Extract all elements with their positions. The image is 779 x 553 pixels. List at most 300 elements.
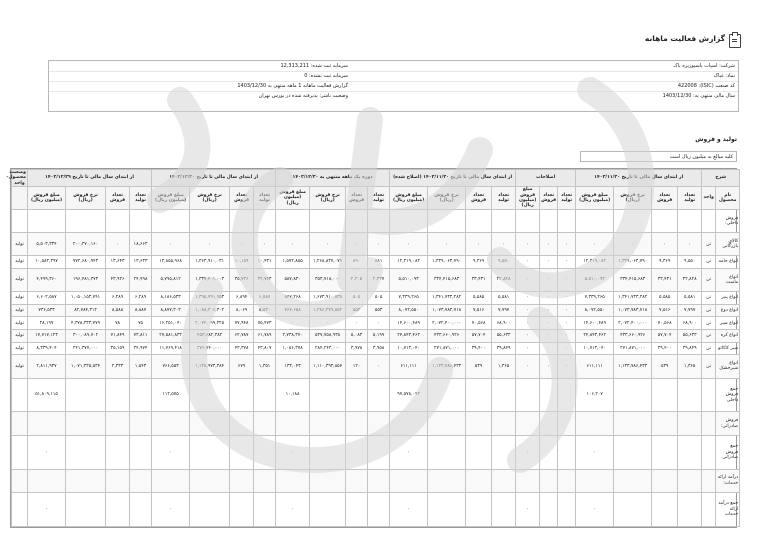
table-cell: ۵۵۳ xyxy=(346,304,368,317)
table-cell: ۵۷,۷۰۴ xyxy=(466,330,492,343)
table-cell: ۶,۸۹۴ xyxy=(230,292,254,305)
table-cell: ۱,۱۱۰,۳۹۳,۸۵۷ xyxy=(310,355,346,378)
table-cell: ۰ xyxy=(576,435,614,469)
table-cell: ۵,۵۸۱ xyxy=(678,292,702,305)
table-cell: ۴۳,۹۲۶ xyxy=(106,268,130,291)
table-cell xyxy=(12,209,28,232)
table-cell: ۷,۷۹۷ xyxy=(678,304,702,317)
table-cell xyxy=(678,412,702,435)
table-cell xyxy=(540,378,558,412)
column-header: نرخ فروش (ریال) xyxy=(190,187,230,210)
row-label: انواع شیرخشک xyxy=(716,355,740,378)
company-name: شرکت: اسپات پاسپوزیزه پاک xyxy=(673,63,735,69)
table-cell: ۰ xyxy=(540,342,558,355)
table-cell: ۱۴,۶۰۰,۴۸۹ xyxy=(576,317,614,330)
table-cell: ۰ xyxy=(516,342,540,355)
table-cell xyxy=(254,435,276,469)
table-cell: ۰ xyxy=(428,233,466,256)
group-header: از ابتدای سال مالی تا تاریخ ۱۴۰۳/۱۱/۳۰ (اصلاح شده) xyxy=(390,170,516,187)
table-cell xyxy=(614,469,652,492)
table-cell: ۱۲,۳۱۹,۰۸۲ xyxy=(576,256,614,269)
table-cell: ۰ xyxy=(516,256,540,269)
table-cell xyxy=(346,492,368,526)
table-row xyxy=(12,330,740,343)
table-cell xyxy=(106,435,130,469)
column-header: تعداد تولید xyxy=(254,187,276,210)
table-row xyxy=(12,435,740,469)
table-cell: ۲۷,۵۸۱,۸۳۲ xyxy=(152,330,190,343)
table-cell: ۰ xyxy=(310,233,346,256)
table-cell xyxy=(106,469,130,492)
section-title: تولید و فروش xyxy=(695,136,737,143)
table-cell xyxy=(614,435,652,469)
table-cell xyxy=(540,435,558,469)
table-cell: ۷,۵۱۶ xyxy=(652,304,678,317)
table-cell xyxy=(28,412,66,435)
column-header: مبلغ فروش (میلیون ریال) xyxy=(276,187,310,210)
table-cell xyxy=(28,469,66,492)
production-sales-table xyxy=(6,168,739,528)
table-cell: ۹,۳۶۹ xyxy=(652,256,678,269)
table-cell: ۵۳۹ xyxy=(466,355,492,378)
table-cell xyxy=(516,378,540,412)
table-cell: ۱۹۶,۴۸۱,۳۷۳ xyxy=(66,268,106,291)
table-cell: ۷۷۲,۶۸۰,۹۴۳ xyxy=(66,256,106,269)
table-row xyxy=(12,342,740,355)
table-cell xyxy=(614,209,652,232)
table-cell: ۱۰,۷۱۳,۰۴۰ xyxy=(576,342,614,355)
table-cell: ۰ xyxy=(558,330,576,343)
table-cell xyxy=(12,492,28,526)
table-cell: ۰ xyxy=(558,233,576,256)
table-cell: ۲,۷۳۸,۳۷۰ xyxy=(276,330,310,343)
row-label: انواع خامه xyxy=(716,256,740,269)
table-cell xyxy=(652,469,678,492)
table-cell: ۲,۳۳۷ xyxy=(368,268,390,291)
table-cell: ۹,۳۶۹ xyxy=(466,256,492,269)
table-cell: ۱۲,۳۱۹,۰۸۲ xyxy=(390,256,428,269)
table-cell xyxy=(368,469,390,492)
table-cell: ۷۷,۹۴۸ xyxy=(230,317,254,330)
table-cell xyxy=(152,469,190,492)
group-header: از ابتدای سال مالی تا تاریخ ۱۴۰۳/۱۲/۳۰ xyxy=(152,170,276,187)
table-cell xyxy=(558,378,576,412)
table-cell: ۸,۸۸۷ xyxy=(130,304,152,317)
table-cell: ۰ xyxy=(540,304,558,317)
row-label: انواع کره xyxy=(716,330,740,343)
table-cell: ۰ xyxy=(276,492,310,526)
table-cell: ۳۴,۹۷۴ xyxy=(130,342,152,355)
table-cell xyxy=(230,209,254,232)
table-cell: ۹,۵۵۰ xyxy=(678,256,702,269)
table-cell xyxy=(702,412,716,435)
table-cell xyxy=(130,209,152,232)
column-header: نرخ فروش (ریال) xyxy=(310,187,346,210)
table-cell: ۰ xyxy=(368,233,390,256)
table-cell xyxy=(492,209,516,232)
registered-capital: سرمایه ثبت شده: 12,313,211 xyxy=(280,63,348,69)
table-cell: ۵۵,۶۳۳ xyxy=(678,330,702,343)
row-label: جمع فروش صادراتی xyxy=(716,435,740,469)
table-cell: ۰ xyxy=(540,330,558,343)
table-cell: ۷,۳۳۹,۲۶۵ xyxy=(390,292,428,305)
table-cell: ۳۰۰,۰۸۹,۷۰۲ xyxy=(66,330,106,343)
table-cell xyxy=(152,412,190,435)
table-cell: ۱۱۲,۵۷۵ xyxy=(152,378,190,412)
table-row xyxy=(12,317,740,330)
table-cell xyxy=(390,209,428,232)
table-cell xyxy=(678,378,702,412)
table-cell: ۶,۲۸۹ xyxy=(106,292,130,305)
table-cell: تن xyxy=(702,304,716,317)
table-cell: ۵,۱۹۹ xyxy=(368,330,390,343)
table-cell: تولید xyxy=(12,317,28,330)
table-cell: ۰ xyxy=(516,355,540,378)
table-row xyxy=(12,292,740,305)
table-cell xyxy=(492,469,516,492)
table-cell: ۰ xyxy=(516,492,540,526)
table-cell: ۰ xyxy=(190,233,230,256)
column-header: مبلغ فروش (میلیون ریال) xyxy=(576,187,614,210)
table-cell xyxy=(254,492,276,526)
table-cell xyxy=(702,469,716,492)
table-cell: ۲۴۱,۳۷۷,۰۰۰ xyxy=(66,342,106,355)
table-cell: ۳۹,۴۰۰ xyxy=(652,342,678,355)
table-cell xyxy=(190,469,230,492)
row-label: فروش صادراتی: xyxy=(716,412,740,435)
column-header: واحد xyxy=(702,187,716,210)
table-cell: ۰ xyxy=(28,435,66,469)
table-cell: ۱,۳۶۵ xyxy=(492,355,516,378)
table-cell: ۳,۹۵۸ xyxy=(368,342,390,355)
table-cell: تن xyxy=(702,256,716,269)
column-header: نرخ فروش (ریال) xyxy=(614,187,652,210)
table-cell xyxy=(516,412,540,435)
table-cell: ۱,۰۷۱,۳۳۵,۵۳۴ xyxy=(66,355,106,378)
table-cell: ۴۳,۸۰۷ xyxy=(254,342,276,355)
table-cell: ۲,۸۱۱,۹۳۷ xyxy=(28,355,66,378)
table-cell: ۱,۰۸۸,۳۰۶,۳۰۲ xyxy=(190,304,230,317)
table-cell xyxy=(466,469,492,492)
table-cell: ۶۱,۷۸۹ xyxy=(254,330,276,343)
table-cell: ۳۷۶,۷۴۰,۰۰۰ xyxy=(190,342,230,355)
table-cell xyxy=(652,209,678,232)
table-cell: ۷۱,۸۴۹ xyxy=(106,330,130,343)
table-cell xyxy=(652,435,678,469)
table-cell xyxy=(516,209,540,232)
table-cell xyxy=(230,412,254,435)
table-cell: ۹۷,۵۷۸,۰۹۲ xyxy=(390,378,428,412)
table-cell: ۷۳,۸۱۱ xyxy=(130,330,152,343)
table-cell xyxy=(106,378,130,412)
table-cell xyxy=(540,209,558,232)
table-cell: ۳۳۴,۴۱۵,۶۸۳ xyxy=(428,268,466,291)
table-cell: ۶,۲۸۹ xyxy=(130,292,152,305)
table-cell: ۵,۵۱۰,۰۹۳ xyxy=(576,268,614,291)
table-cell: ۱,۳۶۳,۹۱۰,۰۳۱ xyxy=(190,256,230,269)
table-cell xyxy=(346,435,368,469)
table-cell xyxy=(190,435,230,469)
table-cell xyxy=(12,469,28,492)
table-cell: ۴۳۳,۶۶۰,۹۲۶ xyxy=(614,330,652,343)
table-cell: تن xyxy=(702,330,716,343)
row-label: انواع شیر xyxy=(716,317,740,330)
column-header: تعداد تولید xyxy=(368,187,390,210)
table-cell: ۰ xyxy=(558,304,576,317)
table-cell: ۶۸,۹۰۰ xyxy=(678,317,702,330)
table-cell xyxy=(466,492,492,526)
table-cell: ۸,۵۸۸ xyxy=(106,304,130,317)
table-cell: ۷,۳۳۹,۲۶۵ xyxy=(576,292,614,305)
table-cell: ۰ xyxy=(558,317,576,330)
table-cell xyxy=(576,469,614,492)
table-cell: ۸,۱۸۶,۵۳۳ xyxy=(152,292,190,305)
table-cell xyxy=(540,412,558,435)
table-cell xyxy=(310,469,346,492)
table-cell xyxy=(702,435,716,469)
table-cell: ۳۵,۱۵۹ xyxy=(106,342,130,355)
table-cell xyxy=(466,209,492,232)
table-cell: ۰ xyxy=(516,268,540,291)
table-cell xyxy=(310,209,346,232)
table-cell xyxy=(230,378,254,412)
row-label: کالای بازرگانی xyxy=(716,233,740,256)
table-cell: ۱,۳۸۶,۳۷۹,۵۵۲ xyxy=(310,304,346,317)
table-cell: ۰ xyxy=(310,317,346,330)
table-cell xyxy=(106,209,130,232)
table-cell: ۰ xyxy=(558,355,576,378)
column-header: تعداد فروش xyxy=(230,187,254,210)
table-cell xyxy=(428,469,466,492)
table-cell xyxy=(346,378,368,412)
table-row xyxy=(12,209,740,232)
table-cell xyxy=(152,209,190,232)
table-cell xyxy=(66,378,106,412)
table-cell xyxy=(276,412,310,435)
row-label: فروش داخلی: xyxy=(716,209,740,232)
table-cell: ۷۸ xyxy=(106,317,130,330)
table-cell: ۱,۳۶۵ xyxy=(678,355,702,378)
table-cell xyxy=(346,412,368,435)
row-label: انواع ماست xyxy=(716,268,740,291)
fiscal-year: سال مالی منتهی به: 1403/12/30 xyxy=(662,93,735,99)
table-cell xyxy=(106,492,130,526)
group-header: از ابتدای سال مالی تا تاریخ ۱۴۰۳/۱۱/۳۰ xyxy=(576,170,702,187)
column-header: تعداد تولید xyxy=(558,187,576,210)
table-cell: ۵۳۹ xyxy=(652,355,678,378)
table-cell xyxy=(276,469,310,492)
table-cell xyxy=(558,435,576,469)
table-cell: ۰ xyxy=(678,233,702,256)
table-cell: ۰ xyxy=(576,492,614,526)
table-cell: ۰ xyxy=(516,233,540,256)
table-cell: ۵,۵۸۵ xyxy=(466,292,492,305)
table-cell xyxy=(230,469,254,492)
table-cell: ۸,۳۳۹,۴۰۴ xyxy=(28,342,66,355)
table-cell: ۵۳۷,۷۵۸,۹۳۸ xyxy=(310,330,346,343)
table-cell: ۹,۵۵۰ xyxy=(492,256,516,269)
table-cell: ۵,۵۱۰,۰۹۳ xyxy=(390,268,428,291)
table-cell: ۰ xyxy=(368,317,390,330)
table-cell: تولید xyxy=(12,342,28,355)
table-cell: ۷۶۷,۶۵۸ xyxy=(276,304,310,317)
table-cell: ۰ xyxy=(576,233,614,256)
column-header: نرخ فروش (ریال) xyxy=(66,187,106,210)
table-cell: ۸۲,۷۸۴,۳۱۲ xyxy=(66,304,106,317)
table-cell xyxy=(390,412,428,435)
isic-code: کد صنعت (ISIC): 422008 xyxy=(677,83,735,89)
table-cell: ۰ xyxy=(254,233,276,256)
table-cell: ۶۱۱,۱۱۱ xyxy=(390,355,428,378)
column-header xyxy=(12,187,28,210)
row-label: شیر کاکائو xyxy=(716,342,740,355)
table-cell xyxy=(310,378,346,412)
info-row xyxy=(49,91,738,101)
table-cell: ۰ xyxy=(516,435,540,469)
table-cell: ۴۳۳,۶۶۰,۹۲۶ xyxy=(428,330,466,343)
report-period: گزارش فعالیت ماهانه 1 ماهه منتهی به 1403/12/30 xyxy=(237,83,348,89)
table-cell: ۵۰۵ xyxy=(346,292,368,305)
table-cell: ۰ xyxy=(652,233,678,256)
table-cell: ۰ xyxy=(276,435,310,469)
report-header xyxy=(0,30,779,54)
table-cell xyxy=(12,412,28,435)
column-header: نرخ فروش (ریال) xyxy=(428,187,466,210)
table-cell: ۰ xyxy=(558,292,576,305)
table-cell: ۰ xyxy=(492,233,516,256)
table-row xyxy=(12,492,740,526)
table-cell: ۱,۳۳۷,۴۰۱,۰۰۳ xyxy=(190,268,230,291)
table-cell: ۳,۹۷۸ xyxy=(346,342,368,355)
table-cell: ۶۲,۷۸۷ xyxy=(230,330,254,343)
table-cell xyxy=(652,412,678,435)
table-cell: ۷,۷۹۷ xyxy=(492,304,516,317)
table-cell xyxy=(230,435,254,469)
table-cell xyxy=(576,209,614,232)
table-cell: ۶,۵۸۷ xyxy=(254,292,276,305)
table-cell: ۲,۳۰۵ xyxy=(346,268,368,291)
table-cell: ۷۵,۴۷۳ xyxy=(254,317,276,330)
table-cell: ۳۲,۸۲۸ xyxy=(678,268,702,291)
group-header: دوره یک ماهه منتهی به ۱۴۰۳/۱۲/۳۰ xyxy=(276,170,390,187)
table-cell xyxy=(130,469,152,492)
table-cell xyxy=(702,378,716,412)
row-label: انواع دوغ xyxy=(716,304,740,317)
table-cell xyxy=(614,492,652,526)
table-cell: ۳۳,۴۳۱ xyxy=(466,268,492,291)
table-cell: ۱۳,۶۳۳ xyxy=(130,256,152,269)
table-cell xyxy=(652,378,678,412)
column-header: تعداد فروش xyxy=(466,187,492,210)
table-cell: ۳۹,۸۴۹ xyxy=(678,342,702,355)
table-cell: ۱۰۶,۲۰۷ xyxy=(576,378,614,412)
table-cell xyxy=(130,378,152,412)
table-cell: ۸۴۷,۲۶۸ xyxy=(276,292,310,305)
table-cell xyxy=(230,492,254,526)
table-cell: تن xyxy=(702,355,716,378)
table-cell: ۱۱,۷۶۹,۴۱۸ xyxy=(152,342,190,355)
table-cell xyxy=(516,469,540,492)
table-cell: ۲۷۱,۸۷۱,۰۰۰ xyxy=(428,342,466,355)
table-cell: ۰ xyxy=(558,256,576,269)
row-label: جمع درآمد ارائه خدمات xyxy=(716,492,740,526)
table-cell: تولید xyxy=(12,355,28,378)
table-cell xyxy=(310,435,346,469)
table-cell xyxy=(12,435,28,469)
company-info-panel xyxy=(48,60,739,112)
table-cell: ۰ xyxy=(390,492,428,526)
table-cell: ۱,۱۳۳,۷۸۶,۴۳۳ xyxy=(614,355,652,378)
table-cell xyxy=(254,469,276,492)
data-table xyxy=(6,169,740,527)
table-cell xyxy=(368,378,390,412)
group-header: از ابتدای سال مالی تا تاریخ ۱۴۰۲/۱۲/۲۹ xyxy=(28,170,152,187)
table-row xyxy=(12,355,740,378)
table-cell: ۵,۵۰۳,۳۳۴ xyxy=(28,233,66,256)
table-cell: ۰ xyxy=(540,355,558,378)
table-cell xyxy=(678,435,702,469)
table-cell xyxy=(190,209,230,232)
table-cell: ۸,۰۶۹ xyxy=(230,304,254,317)
column-header: تعداد فروش xyxy=(106,187,130,210)
table-cell xyxy=(428,209,466,232)
table-cell: تولید xyxy=(12,268,28,291)
table-cell xyxy=(254,412,276,435)
table-cell: تولید xyxy=(12,256,28,269)
table-cell xyxy=(678,209,702,232)
table-cell xyxy=(702,492,716,526)
table-cell xyxy=(558,209,576,232)
table-cell xyxy=(66,209,106,232)
column-header: تعداد تولید xyxy=(492,187,516,210)
table-cell: ۸۸۱ xyxy=(368,256,390,269)
table-cell xyxy=(428,412,466,435)
table-cell: ۲۰۰,۲۷۰,۱۶۰ xyxy=(66,233,106,256)
column-header: تعداد تولید xyxy=(678,187,702,210)
table-cell: ۰ xyxy=(540,256,558,269)
table-cell: ۰ xyxy=(540,233,558,256)
table-cell: ۲,۳۳۳ xyxy=(106,355,130,378)
table-cell xyxy=(130,492,152,526)
table-cell: ۳۳۴,۴۱۵,۶۸۳ xyxy=(614,268,652,291)
table-cell: ۰ xyxy=(516,317,540,330)
table-cell xyxy=(66,412,106,435)
table-cell xyxy=(540,492,558,526)
table-cell xyxy=(702,209,716,232)
table-row xyxy=(12,268,740,291)
table-cell: ۳۹,۴۰۰ xyxy=(466,342,492,355)
table-cell xyxy=(12,378,28,412)
table-cell xyxy=(346,469,368,492)
table-cell: ۸,۵۳۰ xyxy=(254,304,276,317)
table-cell: ۰ xyxy=(106,233,130,256)
table-cell: ۵,۷۹۵,۸۱۲ xyxy=(152,268,190,291)
table-cell: ۰ xyxy=(516,304,540,317)
table-cell: ۰ xyxy=(152,435,190,469)
table-cell xyxy=(368,492,390,526)
table-cell xyxy=(368,412,390,435)
table-row xyxy=(12,304,740,317)
column-header: مبلغ فروش (میلیون ریال) xyxy=(28,187,66,210)
table-cell xyxy=(190,378,230,412)
table-cell: ۱۰,۷۱۳,۰۴۰ xyxy=(390,342,428,355)
table-cell: ۸,۸۷۷,۳۰۳ xyxy=(152,304,190,317)
table-cell: ۱,۰۷۳,۷۸۳,۷۱۸ xyxy=(428,304,466,317)
table-cell: ۳۵۳,۷۱۸,۰۰۰ xyxy=(310,268,346,291)
table-cell xyxy=(614,412,652,435)
table-cell xyxy=(106,412,130,435)
table-cell: ۰ xyxy=(614,233,652,256)
